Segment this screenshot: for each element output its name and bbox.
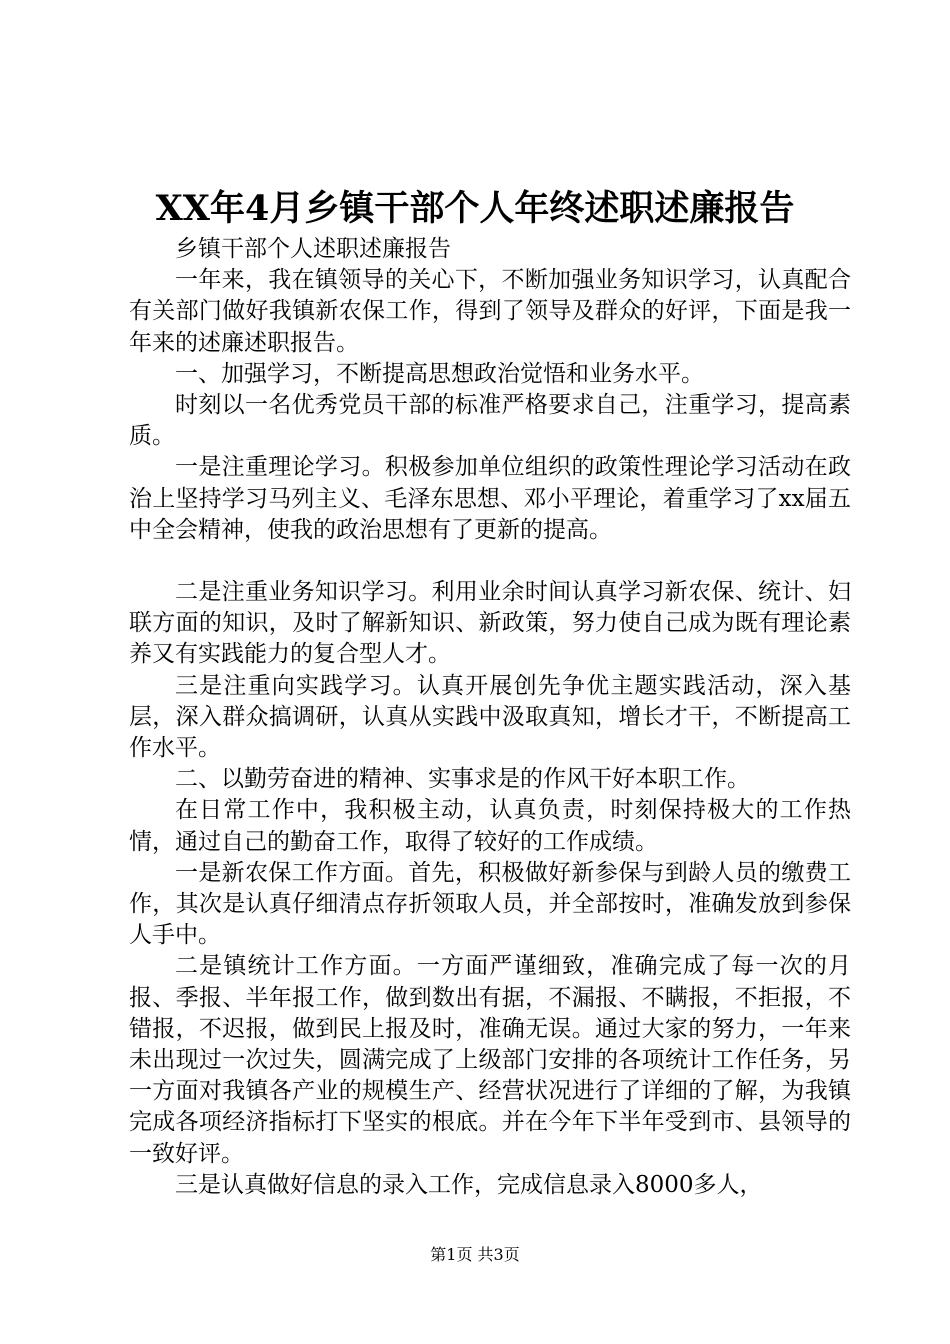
paragraph: 一是新农保工作方面。首先，积极做好新参保与到龄人员的缴费工作，其次是认真仔细清点存折领取人员，并全部按时，准确发放到参保人手中。 [129, 859, 851, 949]
paragraph: 二是注重业务知识学习。利用业余时间认真学习新农保、统计、妇联方面的知识，及时了解新知识、新政策，努力使自己成为既有理论素养又有实践能力的复合型人才。 [129, 579, 851, 668]
page-number-footer: 第1页 共3页 [430, 1245, 520, 1264]
paragraph: 时刻以一名优秀党员干部的标准严格要求自己，注重学习，提高素质。 [129, 392, 851, 450]
paragraph: 一年来，我在镇领导的关心下，不断加强业务知识学习，认真配合有关部门做好我镇新农保工作，得到了领导及群众的好评，下面是我一年来的述廉述职报告。 [129, 267, 851, 356]
document-title: XX年4月乡镇干部个人年终述职述廉报告 [155, 188, 795, 229]
paragraph: 二是镇统计工作方面。一方面严谨细致，准确完成了每一次的月报、季报、半年报工作，做到数出有据，不漏报、不瞒报，不拒报，不错报，不迟报，做到民上报及时，准确无误。通过大家的努力，一年来未出现过一次过失，圆满完成了上级部门安排的各项统计工作任务，另一方面对我镇各产业的规模生产、经营状况进行了详细的了解，为我镇完成各项经济指标打下坚实的根底。并在今年下半年受到市、县领导的一致好评。 [129, 953, 851, 1167]
paragraph: 三是注重向实践学习。认真开展创先争优主题实践活动，深入基层，深入群众搞调研，认真从实践中汲取真知，增长才干，不断提高工作水平。 [129, 672, 851, 762]
section-heading: 二、以勤劳奋进的精神、实事求是的作风干好本职工作。 [175, 766, 750, 793]
paragraph-subtitle: 乡镇干部个人述职述廉报告 [175, 236, 451, 262]
section-heading: 一、加强学习，不断提高思想政治觉悟和业务水平。 [175, 360, 704, 387]
paragraph: 在日常工作中，我积极主动，认真负责，时刻保持极大的工作热情，通过自己的勤奋工作，取得了较好的工作成绩。 [129, 797, 851, 855]
paragraph: 三是认真做好信息的录入工作，完成信息录入8000多人， [175, 1171, 763, 1198]
document-body [129, 234, 851, 1201]
paragraph: 一是注重理论学习。积极参加单位组织的政策性理论学习活动在政治上坚持学习马列主义、毛泽东思想、邓小平理论，着重学习了xx届五中全会精神，使我的政治思想有了更新的提高。 [129, 454, 851, 543]
